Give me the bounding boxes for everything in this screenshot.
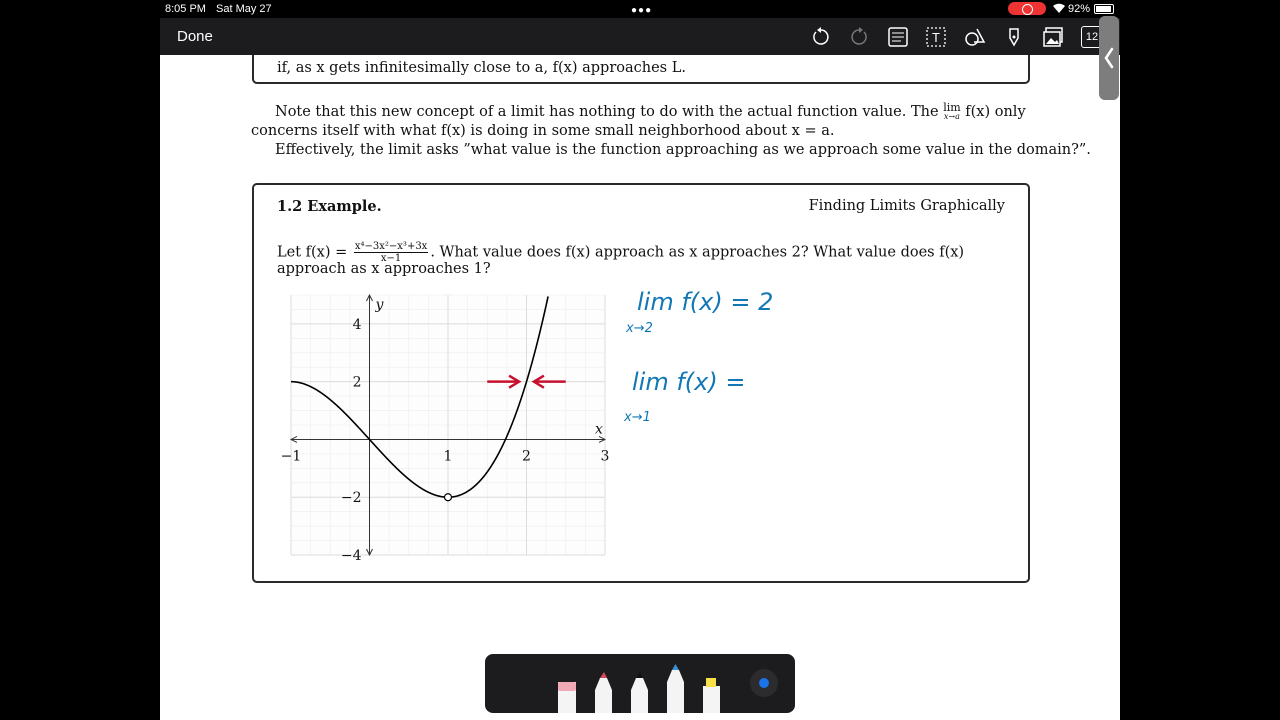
redo-icon[interactable]	[848, 26, 870, 48]
battery-percent: 92%	[1068, 3, 1091, 15]
handwritten-limit-2-sub: x→1	[624, 410, 651, 425]
definition-line: if, as x gets infinitesimally close to a, f(x) approaches L.	[277, 60, 686, 76]
shapes-icon[interactable]	[964, 26, 986, 48]
text-box-icon[interactable]	[925, 26, 947, 48]
y-axis-label: y	[375, 297, 384, 313]
marker-tool-black[interactable]	[631, 672, 648, 713]
svg-text:T: T	[932, 30, 940, 45]
wifi-icon	[1052, 2, 1066, 17]
handwritten-limit-1: lim f(x) = 2	[637, 288, 774, 316]
status-time: 8:05 PM	[165, 3, 206, 15]
pen-tool-red[interactable]	[595, 672, 612, 713]
pen-tool-blue[interactable]	[667, 664, 684, 713]
function-fraction: $\frac{\text{x⁴−3x²−x³+3x}}{x-1}$	[354, 241, 428, 264]
paragraph-line-2: concerns itself with what f(x) is doing in some small neighborhood about x = a.	[251, 123, 835, 139]
paragraph-line-3: Effectively, the limit asks ”what value is the function approaching as we approach some value in the domain?”.	[275, 142, 1091, 158]
x-axis-label: x	[595, 421, 603, 438]
page-count-icon[interactable]: 12	[1081, 26, 1103, 48]
hole-point	[445, 494, 452, 501]
document-page	[160, 55, 1120, 720]
example-question-line-1: Let f(x) = $\frac{\text{x⁴−3x²−x³+3x}}{x-1}$ . What value does f(x) approach as x approaches 2? What value does f(x)	[277, 241, 965, 264]
x-tick-label: 2	[522, 448, 531, 465]
highlighter-tool-yellow[interactable]	[703, 678, 720, 713]
example-question-line-2: approach as x approaches 1?	[277, 261, 491, 277]
handwritten-limit-1-sub: x→2	[626, 321, 653, 336]
image-icon[interactable]	[1042, 26, 1064, 48]
para1-text-a: Note that this new concept of a limit has nothing to do with the actual function value. The	[275, 104, 939, 120]
recording-indicator-icon[interactable]	[1008, 2, 1046, 15]
battery-icon	[1094, 4, 1114, 14]
pen-tool-icon[interactable]	[1003, 26, 1025, 48]
y-tick-label: −4	[340, 548, 362, 563]
y-tick-label: 4	[352, 316, 362, 333]
handwritten-notes	[620, 280, 820, 430]
x-tick-label: 1	[443, 448, 453, 465]
y-tick-label: 2	[352, 374, 362, 391]
reader-icon[interactable]	[887, 26, 909, 48]
x-tick-label: 3	[600, 448, 610, 465]
status-bar	[0, 0, 1280, 18]
y-tick-label: −2	[340, 490, 362, 507]
pencil-palette	[485, 654, 795, 713]
color-picker-button[interactable]	[750, 669, 778, 697]
status-date: Sat May 27	[216, 3, 272, 15]
toolbar	[160, 18, 1120, 55]
x-tick-label: −1	[280, 448, 302, 465]
done-button[interactable]: Done	[177, 28, 213, 45]
chevron-left-icon	[1099, 16, 1119, 100]
multitask-dots-icon[interactable]: ●●●	[631, 5, 653, 16]
sidebar-handle[interactable]	[1099, 16, 1119, 100]
eraser-tool[interactable]	[558, 682, 576, 713]
example-subtitle: Finding Limits Graphically	[808, 198, 1005, 214]
definition-box	[252, 55, 1030, 84]
undo-icon[interactable]	[810, 26, 832, 48]
handwritten-limit-2: lim f(x) =	[632, 368, 746, 396]
lim-notation: lim x→a	[943, 101, 961, 121]
example-title: 1.2 Example.	[277, 198, 382, 215]
function-graph	[275, 293, 620, 563]
para1-text-b: f(x) only	[965, 104, 1026, 120]
paragraph-line-1	[275, 103, 1026, 122]
